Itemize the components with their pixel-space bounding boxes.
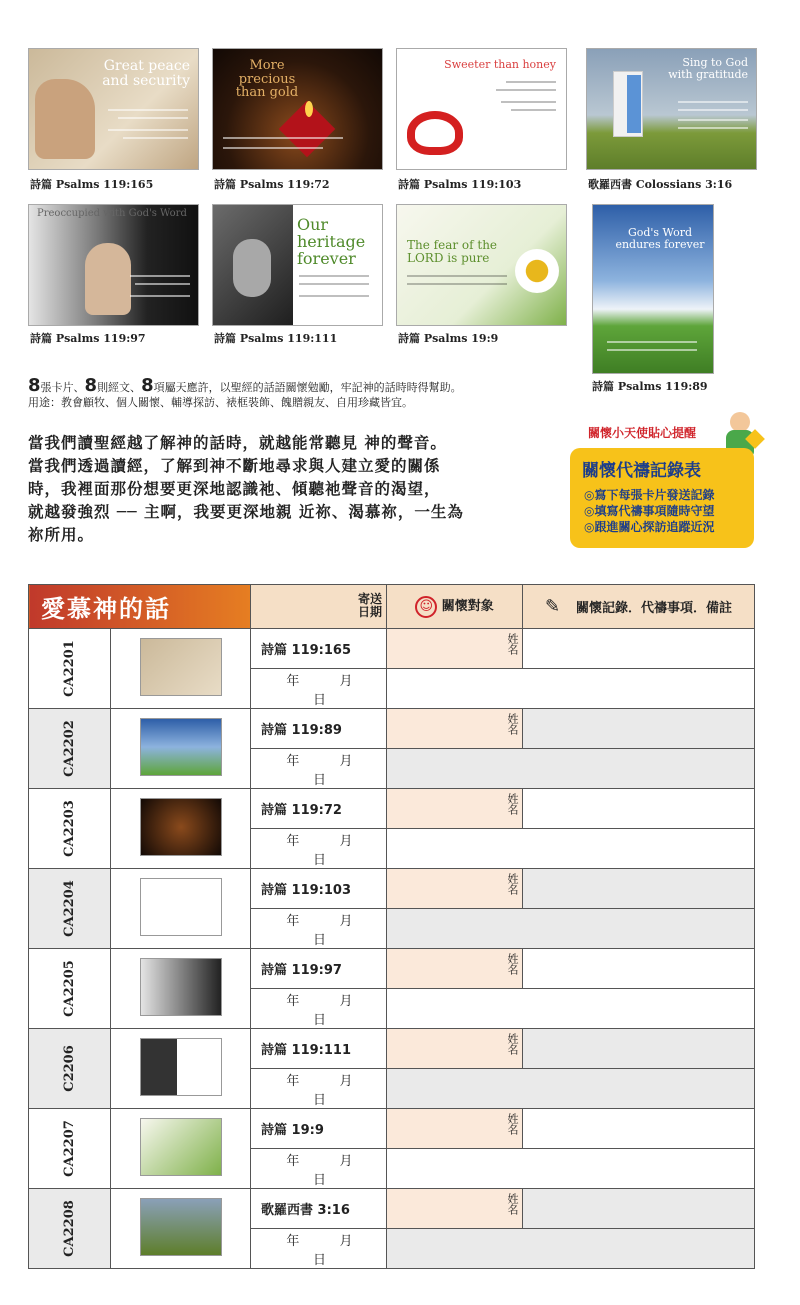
send-date-field[interactable]: 年 月 日 [251, 829, 387, 869]
product-code: CA2203 [29, 789, 111, 869]
daisy-image [515, 249, 559, 293]
card-title: Preoccupied with God's Word [37, 208, 187, 219]
thumbnail-image [140, 1198, 222, 1256]
send-date-field[interactable]: 年 月 日 [251, 1069, 387, 1109]
name-field[interactable]: 姓名 [387, 949, 523, 989]
thumbnail-image [140, 878, 222, 936]
card-thumbnail [111, 949, 251, 1029]
thumbnail-image [140, 1038, 222, 1096]
table-row [29, 869, 755, 909]
table-title: 愛慕神的話 [29, 585, 251, 629]
card-psalms-119-97 [28, 204, 199, 326]
notes-field[interactable] [387, 989, 755, 1029]
record-field[interactable] [523, 949, 755, 989]
card-caption: 詩篇 Psalms 119:72 [214, 178, 330, 191]
sky-through-door [627, 75, 641, 133]
table-row [29, 1189, 755, 1229]
card-title: More precious than gold [235, 58, 299, 101]
card-psalms-119-111 [212, 204, 383, 326]
pen-icon: ✎ [544, 596, 561, 617]
name-field[interactable]: 姓名 [387, 869, 523, 909]
product-code: CA2205 [29, 949, 111, 1029]
praying-hands-image [85, 243, 131, 315]
card-caption: 詩篇 Psalms 19:9 [398, 332, 499, 345]
card-psalms-119-165 [28, 48, 199, 170]
thumbnail-image [140, 718, 222, 776]
notes-field[interactable] [387, 829, 755, 869]
card-thumbnail [111, 709, 251, 789]
ribbon-heart-image [407, 111, 463, 155]
card-caption: 歌羅西書 Colossians 3:16 [588, 178, 733, 191]
table-row [29, 1029, 755, 1069]
record-field[interactable] [523, 709, 755, 749]
notes-field[interactable] [387, 1069, 755, 1109]
card-thumbnail [111, 1029, 251, 1109]
card-title: The fear of the LORD is pure [407, 238, 498, 265]
thumbnail-image [140, 1118, 222, 1176]
record-field[interactable] [523, 1029, 755, 1069]
reminder-item: ◎跟進關心探訪追蹤近況 [584, 520, 715, 534]
notes-field[interactable] [387, 1149, 755, 1189]
product-code: C2206 [29, 1029, 111, 1109]
name-field[interactable]: 姓名 [387, 1029, 523, 1069]
table-row [29, 629, 755, 669]
intro-line-2: 用途：教會顧牧、個人關懷、輔導探訪、裱框裝飾、餽贈親友、自用珍藏皆宜。 [28, 396, 413, 409]
card-title: God's Word endures forever [615, 226, 705, 251]
card-caption: 詩篇 Psalms 119:97 [30, 332, 146, 345]
table-row [29, 1109, 755, 1149]
name-field[interactable]: 姓名 [387, 1189, 523, 1229]
thumbnail-image [140, 638, 222, 696]
notes-field[interactable] [387, 909, 755, 949]
verse-ref: 歌羅西書 3:16 [251, 1189, 387, 1229]
record-header: ✎ 關懷記錄．代禱事項．備註 [523, 585, 755, 629]
reminder-box [570, 448, 754, 548]
reminder-item: ◎寫下每張卡片發送記錄 [584, 488, 715, 502]
card-thumbnail [111, 1109, 251, 1189]
name-field[interactable]: 姓名 [387, 789, 523, 829]
verse-ref: 詩篇 119:97 [251, 949, 387, 989]
product-code: CA2204 [29, 869, 111, 949]
verse-ref: 詩篇 119:111 [251, 1029, 387, 1069]
intro-line-1: 8張卡片、8則經文、8項屬天應許，以聖經的話語關懷勉勵，牢記神的話時時得幫助。 [28, 375, 462, 396]
table-row [29, 789, 755, 829]
card-caption: 詩篇 Psalms 119:89 [592, 380, 708, 393]
notes-field[interactable] [387, 669, 755, 709]
card-title: Our heritage forever [297, 215, 366, 268]
hands-shape [233, 239, 271, 297]
send-date-field[interactable]: 年 月 日 [251, 1229, 387, 1269]
card-thumbnail [111, 1189, 251, 1269]
send-date-field[interactable]: 年 月 日 [251, 1149, 387, 1189]
card-caption: 詩篇 Psalms 119:165 [30, 178, 154, 191]
card-psalms-19-9 [396, 204, 567, 326]
record-field[interactable] [523, 789, 755, 829]
target-header: ☺ 關懷對象 [387, 585, 523, 629]
reminder-item: ◎填寫代禱事項隨時守望 [584, 504, 715, 518]
record-field[interactable] [523, 1189, 755, 1229]
verse-ref: 詩篇 119:103 [251, 869, 387, 909]
thumbnail-image [140, 958, 222, 1016]
send-date-field[interactable]: 年 月 日 [251, 669, 387, 709]
card-caption: 詩篇 Psalms 119:111 [214, 332, 338, 345]
name-field[interactable]: 姓名 [387, 1109, 523, 1149]
send-date-field[interactable]: 年 月 日 [251, 749, 387, 789]
table-row [29, 709, 755, 749]
card-thumbnail [111, 789, 251, 869]
card-colossians-3-16 [586, 48, 757, 170]
card-thumbnail [111, 869, 251, 949]
send-date-field[interactable]: 年 月 日 [251, 989, 387, 1029]
verse-ref: 詩篇 119:165 [251, 629, 387, 669]
hand-image [35, 79, 95, 159]
table-row [29, 949, 755, 989]
card-title: Sweeter than honey [444, 58, 556, 71]
card-psalms-119-89 [592, 204, 714, 374]
reminder-hint: 關懷小天使貼心提醒 [588, 426, 697, 440]
name-field[interactable]: 姓名 [387, 709, 523, 749]
smiley-icon: ☺ [415, 596, 437, 618]
notes-field[interactable] [387, 749, 755, 789]
care-record-table [28, 584, 755, 1269]
card-psalms-119-103 [396, 48, 567, 170]
card-title: Great peace and security [102, 58, 190, 89]
intro-text [28, 375, 462, 410]
verse-ref: 詩篇 19:9 [251, 1109, 387, 1149]
thumbnail-image [140, 798, 222, 856]
card-title: Sing to God with gratitude [668, 56, 748, 81]
record-field[interactable] [523, 869, 755, 909]
flame-image [305, 101, 313, 117]
card-thumbnail [111, 629, 251, 709]
reminder-title: 關懷代禱記錄表 [582, 461, 701, 481]
notes-field[interactable] [387, 1229, 755, 1269]
card-psalms-119-72 [212, 48, 383, 170]
description-text: 當我們讀聖經越了解神的話時，就越能常聽見 神的聲音。 當我們透過讀經，了解到神不斷地尋求與人建立愛的關係 時，我裡面那份想要更深地認識祂、傾聽祂聲音的渴望， 就越發強烈 ── 主啊，我要更深地親 近祢、渴慕祢，一生為 祢所用。 [28, 434, 464, 544]
verse-ref: 詩篇 119:72 [251, 789, 387, 829]
product-code: CA2202 [29, 709, 111, 789]
verse-ref: 詩篇 119:89 [251, 709, 387, 749]
card-caption: 詩篇 Psalms 119:103 [398, 178, 522, 191]
record-field[interactable] [523, 1109, 755, 1149]
name-field[interactable]: 姓名 [387, 629, 523, 669]
send-date-field[interactable]: 年 月 日 [251, 909, 387, 949]
product-code: CA2207 [29, 1109, 111, 1189]
product-code: CA2208 [29, 1189, 111, 1269]
record-field[interactable] [523, 629, 755, 669]
send-date-header: 寄送日期 [251, 585, 387, 629]
product-code: CA2201 [29, 629, 111, 709]
